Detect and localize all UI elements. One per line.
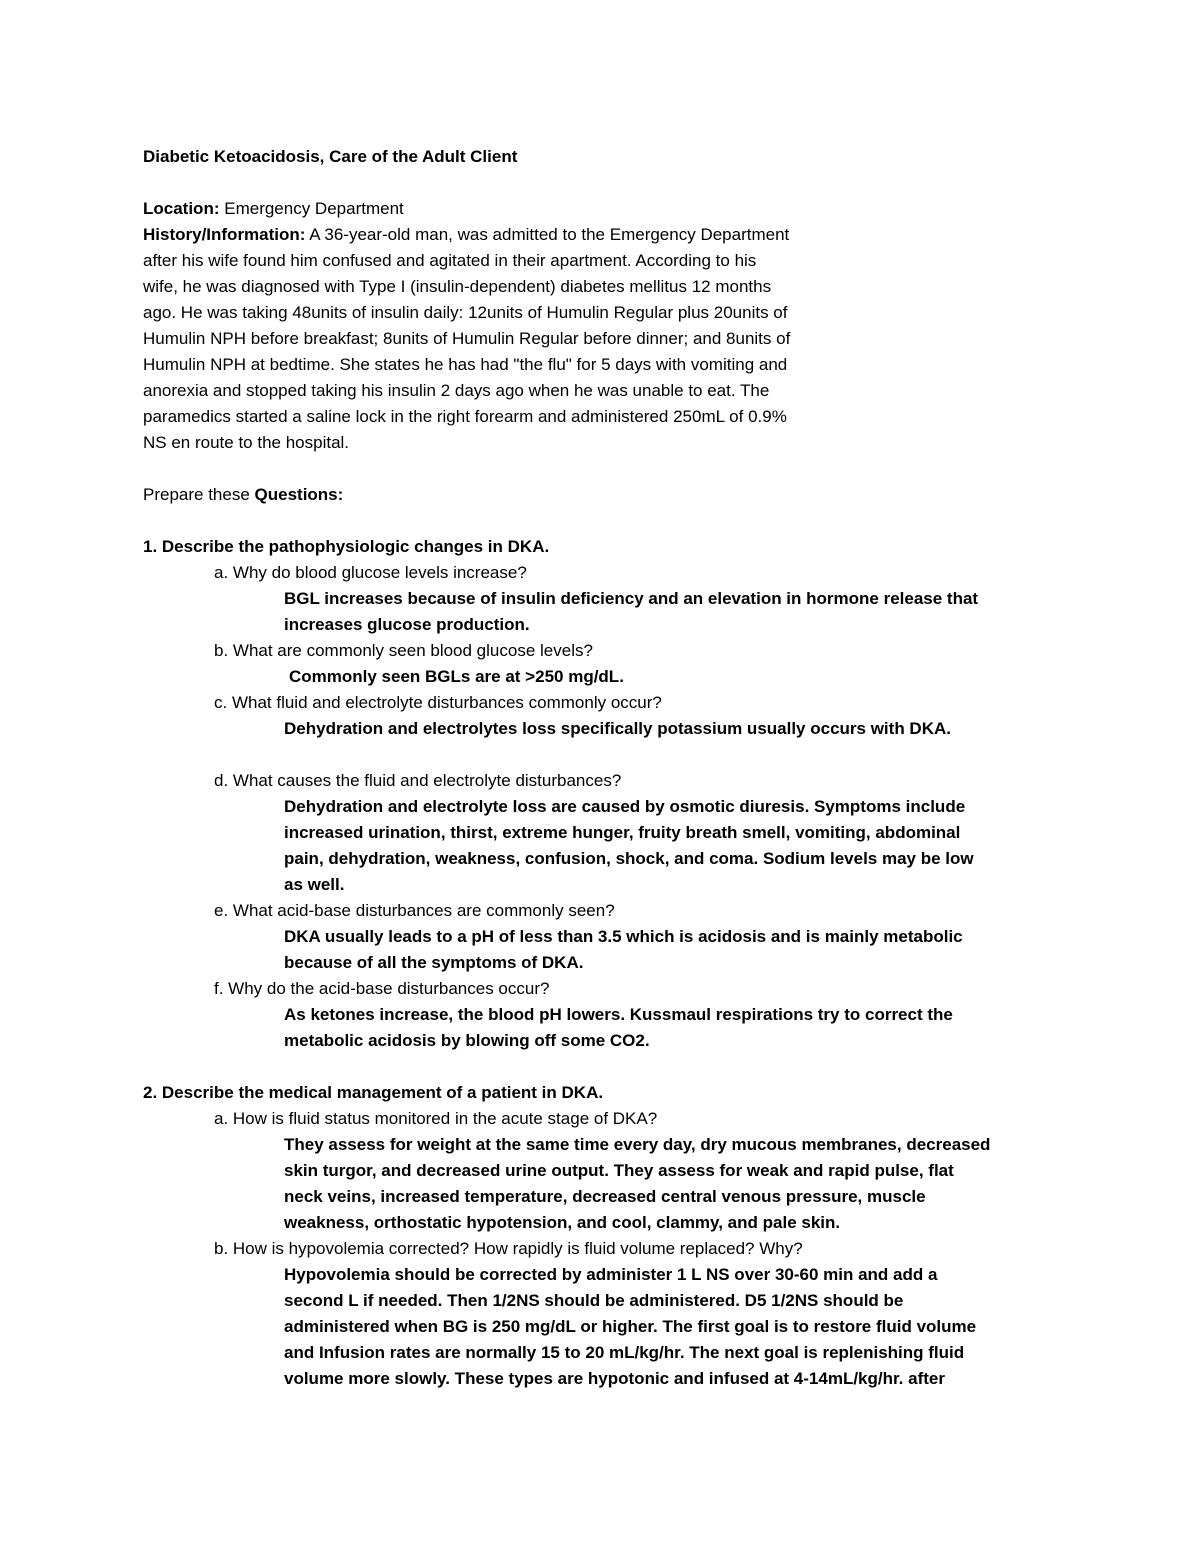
answer-2a-line: weakness, orthostatic hypotension, and cool, clammy, and pale skin. <box>284 1213 841 1232</box>
answer-2a-line: They assess for weight at the same time every day, dry mucous membranes, decreased <box>284 1135 991 1154</box>
answer-1a-line: BGL increases because of insulin deficiency and an elevation in hormone release that <box>284 589 979 608</box>
prepare-prefix: Prepare these <box>143 485 255 504</box>
history-line: Humulin NPH before breakfast; 8units of Humulin Regular before dinner; and 8units of <box>143 329 791 348</box>
question-2a: a. How is fluid status monitored in the acute stage of DKA? <box>214 1109 658 1128</box>
answer-2a-line: neck veins, increased temperature, decreased central venous pressure, muscle <box>284 1187 926 1206</box>
answer-2b-line: volume more slowly. These types are hypotonic and infused at 4-14mL/kg/hr. after <box>284 1369 945 1388</box>
answer-1d-line: Dehydration and electrolyte loss are caused by osmotic diuresis. Symptoms include <box>284 797 966 816</box>
history-line: wife, he was diagnosed with Type I (insulin-dependent) diabetes mellitus 12 months <box>143 277 772 296</box>
answer-1a-line: increases glucose production. <box>284 615 530 634</box>
answer-2b-line: second L if needed. Then 1/2NS should be administered. D5 1/2NS should be <box>284 1291 904 1310</box>
answer-1e-line: because of all the symptoms of DKA. <box>284 953 584 972</box>
history-text: A 36-year-old man, was admitted to the Emergency Department <box>309 225 790 244</box>
question-1a: a. Why do blood glucose levels increase? <box>214 563 527 582</box>
location-value: Emergency Department <box>224 199 404 218</box>
question-2b: b. How is hypovolemia corrected? How rapidly is fluid volume replaced? Why? <box>214 1239 803 1258</box>
history-line: ago. He was taking 48units of insulin daily: 12units of Humulin Regular plus 20units of <box>143 303 788 322</box>
answer-1e-line: DKA usually leads to a pH of less than 3.5 which is acidosis and is mainly metabolic <box>284 927 963 946</box>
spacer <box>143 456 1073 482</box>
document-title: Diabetic Ketoacidosis, Care of the Adult Client <box>143 147 518 166</box>
answer-2b-line: Hypovolemia should be corrected by administer 1 L NS over 30-60 min and add a <box>284 1265 938 1284</box>
answer-1d-line: as well. <box>284 875 345 894</box>
question-1d: d. What causes the fluid and electrolyte disturbances? <box>214 771 622 790</box>
question-1f: f. Why do the acid-base disturbances occur? <box>214 979 550 998</box>
spacer <box>143 170 1073 196</box>
answer-1b-line: Commonly seen BGLs are at >250 mg/dL. <box>289 667 624 686</box>
history-information <box>143 222 1073 456</box>
location-line <box>143 196 1073 222</box>
history-line: after his wife found him confused and agitated in their apartment. According to his <box>143 251 757 270</box>
answer-2a-line: skin turgor, and decreased urine output. They assess for weak and rapid pulse, flat <box>284 1161 954 1180</box>
prepare-bold: Questions: <box>254 485 344 504</box>
question-2-heading: 2. Describe the medical management of a patient in DKA. <box>143 1083 604 1102</box>
history-line: anorexia and stopped taking his insulin 2 days ago when he was unable to eat. The <box>143 381 770 400</box>
answer-2b-line: administered when BG is 250 mg/dL or higher. The first goal is to restore fluid volume <box>284 1317 977 1336</box>
answer-1f-line: As ketones increase, the blood pH lowers. Kussmaul respirations try to correct the <box>284 1005 953 1024</box>
answer-1f-line: metabolic acidosis by blowing off some CO2. <box>284 1031 650 1050</box>
spacer <box>143 742 1073 768</box>
answer-1d-line: pain, dehydration, weakness, confusion, shock, and coma. Sodium levels may be low <box>284 849 974 868</box>
location-label: Location: <box>143 199 220 218</box>
question-1e: e. What acid-base disturbances are commonly seen? <box>214 901 615 920</box>
history-line <box>143 222 1073 248</box>
question-1-heading: 1. Describe the pathophysiologic changes in DKA. <box>143 537 550 556</box>
answer-1c-line: Dehydration and electrolytes loss specifically potassium usually occurs with DKA. <box>284 719 951 738</box>
question-1b: b. What are commonly seen blood glucose levels? <box>214 641 593 660</box>
document-body <box>143 144 1073 1392</box>
history-line: paramedics started a saline lock in the right forearm and administered 250mL of 0.9% <box>143 407 787 426</box>
spacer <box>143 508 1073 534</box>
spacer <box>143 1054 1073 1080</box>
history-label: History/Information: <box>143 225 306 244</box>
answer-1d-line: increased urination, thirst, extreme hunger, fruity breath smell, vomiting, abdominal <box>284 823 961 842</box>
history-line: Humulin NPH at bedtime. She states he has had "the flu" for 5 days with vomiting and <box>143 355 788 374</box>
history-line: NS en route to the hospital. <box>143 433 350 452</box>
question-1c: c. What fluid and electrolyte disturbances commonly occur? <box>214 693 662 712</box>
answer-2b-line: and Infusion rates are normally 15 to 20 mL/kg/hr. The next goal is replenishing fluid <box>284 1343 965 1362</box>
prepare-questions-line <box>143 482 1073 508</box>
